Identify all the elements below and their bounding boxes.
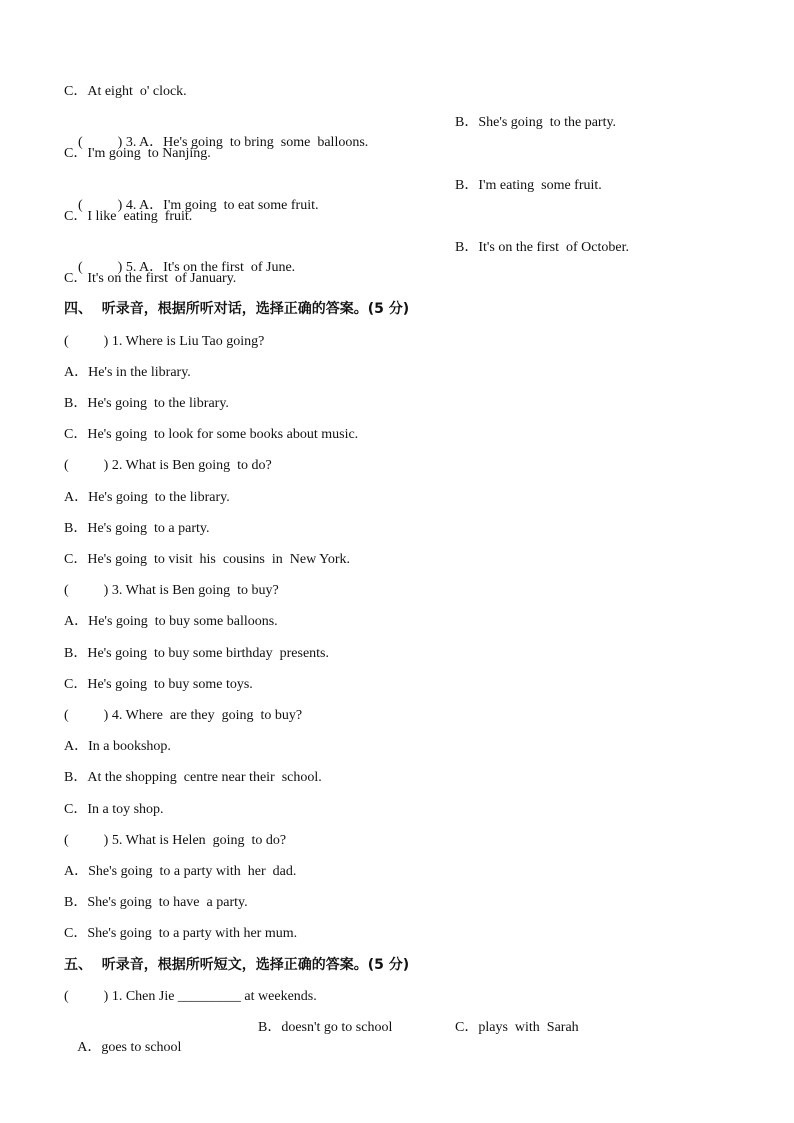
part4-q5-option-a: A．She's going to a party with her dad. (64, 864, 297, 879)
part4-q4-option-a: A．In a bookshop. (64, 739, 171, 754)
part4-q2-option-b: B．He's going to a party. (64, 521, 210, 536)
part4-q3-option-c: C．He's going to buy some toys. (64, 677, 253, 692)
part3-q3-row (64, 113, 617, 150)
part4-q4-option-c: C．In a toy shop. (64, 802, 164, 817)
part4-q3: ( ) 3. What is Ben going to buy? (64, 583, 279, 598)
part5-q1-option-a: A．goes to school (77, 1040, 182, 1055)
part4-q3-option-a: A．He's going to buy some balloons. (64, 614, 278, 629)
part4-q5: ( ) 5. What is Helen going to do? (64, 833, 287, 848)
part5-q1: ( ) 1. Chen Jie _________ at weekends. (64, 989, 317, 1004)
part3-q3-option-b: B．She's going to the party. (455, 115, 617, 130)
part5-q1-option-b: B．doesn't go to school (258, 1020, 393, 1035)
part4-q2-option-a: A．He's going to the library. (64, 490, 230, 505)
part3-q3-option-a: ( ) 3. A．He's going to bring some balloons. (78, 135, 369, 150)
part3-q4-option-b: B．I'm eating some fruit. (455, 178, 602, 193)
part4-heading: 四、 听录音，根据所听对话，选择正确的答案。(5 分) (64, 301, 410, 317)
part3-q5-option-c: C．It's on the first of January. (64, 271, 237, 286)
part4-q1: ( ) 1. Where is Liu Tao going? (64, 334, 265, 349)
part4-q5-option-c: C．She's going to a party with her mum. (64, 926, 298, 941)
part5-q1-options-row (64, 1018, 579, 1055)
part4-q1-option-b: B．He's going to the library. (64, 396, 229, 411)
part3-q2-option-c: C．At eight o' clock. (64, 84, 187, 99)
part3-q4-option-c: C．I like eating fruit. (64, 209, 193, 224)
part3-q5-option-b: B．It's on the first of October. (455, 240, 629, 255)
part4-q2: ( ) 2. What is Ben going to do? (64, 458, 272, 473)
part3-q4-option-a: ( ) 4. A．I'm going to eat some fruit. (78, 198, 319, 213)
part4-q1-option-a: A．He's in the library. (64, 365, 191, 380)
part3-q3-option-c: C．I'm going to Nanjing. (64, 146, 211, 161)
part5-heading: 五、 听录音，根据所听短文，选择正确的答案。(5 分) (64, 957, 410, 973)
part4-q5-option-b: B．She's going to have a party. (64, 895, 248, 910)
part5-q1-option-c: C．plays with Sarah (455, 1020, 579, 1035)
part4-q4: ( ) 4. Where are they going to buy? (64, 708, 303, 723)
part4-q4-option-b: B．At the shopping centre near their school. (64, 770, 322, 785)
part3-q5-row (64, 238, 629, 275)
part4-q2-option-c: C．He's going to visit his cousins in New York. (64, 552, 351, 567)
part4-q1-option-c: C．He's going to look for some books about music. (64, 427, 359, 442)
part3-q5-option-a: ( ) 5. A．It's on the first of June. (78, 260, 296, 275)
part3-q4-row (64, 176, 602, 213)
part4-q3-option-b: B．He's going to buy some birthday presents. (64, 646, 329, 661)
